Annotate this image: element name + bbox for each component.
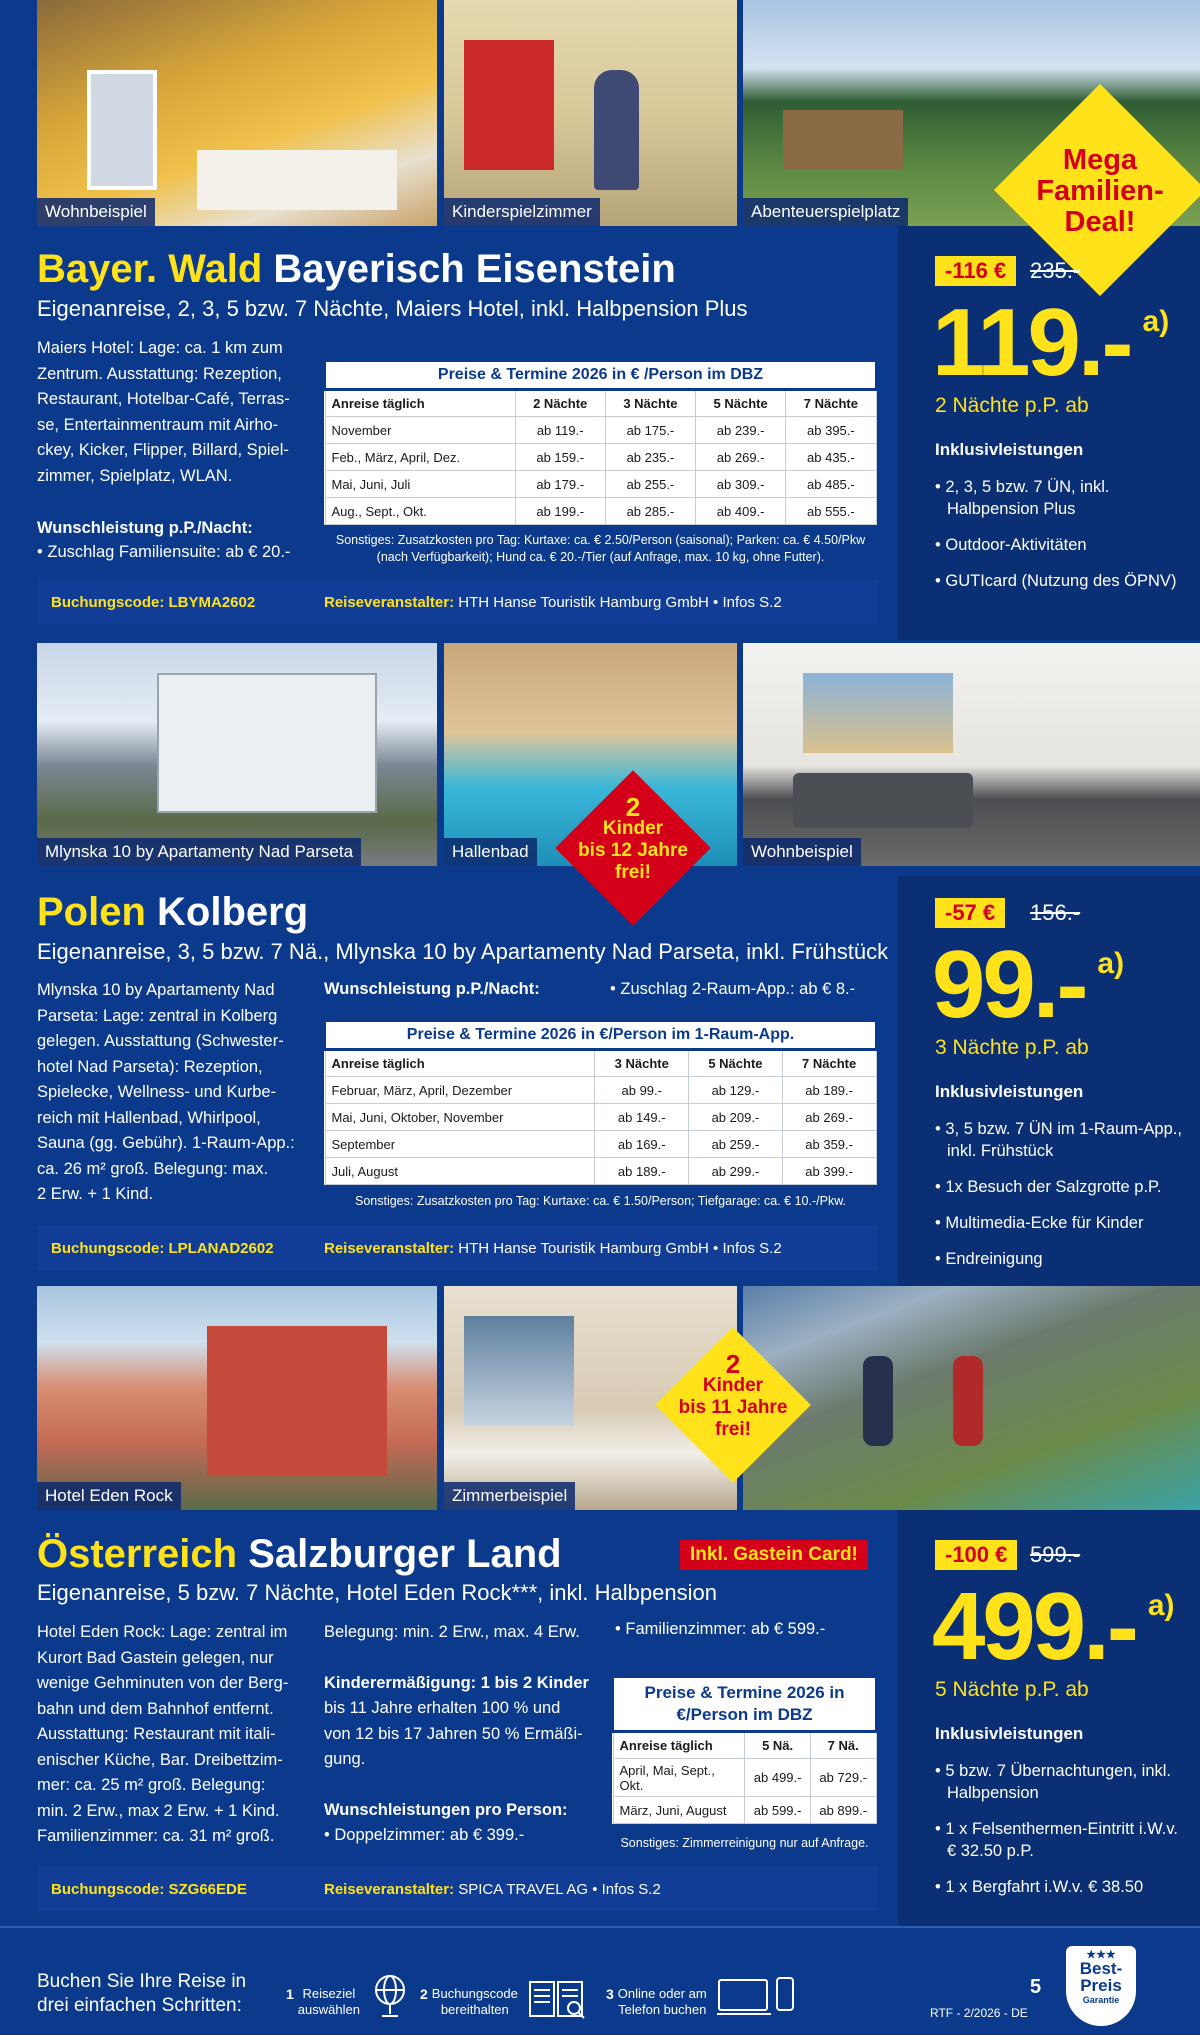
- seal-line: Garantie: [1082, 1995, 1120, 2005]
- offer2-note: Sonstiges: Zusatzkosten pro Tag: Kurtaxe: ca. € 1.50/Person; Tiefgarage: ca. € 10.-/Pkw.: [354, 1194, 846, 1208]
- footer-step-1: [286, 1986, 410, 2018]
- offer3-incl-list: [935, 1760, 1185, 1912]
- offer2-title: [37, 890, 308, 935]
- offer1-per: 2 Nächte p.P. ab: [935, 394, 1089, 417]
- offer2-booking-bar: [37, 1226, 877, 1270]
- table-row: [613, 1797, 876, 1824]
- device-icon: [717, 1974, 797, 2020]
- desc-line: ca. 26 m² groß. Belegung: max.: [37, 1159, 269, 1178]
- operator-label: Reiseveranstalter:: [324, 1880, 455, 1898]
- table-row: [325, 1131, 876, 1158]
- step-text: Online oder am: [617, 1986, 707, 2001]
- table-cell: ab 599.-: [745, 1797, 811, 1824]
- table-col-header: Anreise täglich: [325, 1050, 595, 1077]
- table-cell: ab 175.-: [605, 417, 695, 444]
- table-cell: ab 159.-: [515, 444, 605, 471]
- table-cell: ab 169.-: [595, 1131, 689, 1158]
- price-footnote: a): [1142, 305, 1170, 338]
- desc-line: Maiers Hotel: Lage: ca. 1 km zum: [37, 339, 283, 357]
- offer3-subtitle: Eigenanreise, 5 bzw. 7 Nächte, Hotel Eden Rock***, inkl. Halbpension: [37, 1580, 717, 1605]
- table-cell: Februar, März, April, Dezember: [325, 1077, 595, 1104]
- table-title: Preise & Termine 2026 in € /Person im DBZ: [325, 361, 876, 390]
- table-cell: ab 255.-: [605, 471, 695, 498]
- photo-caption: Hallenbad: [444, 838, 537, 866]
- table-cell: ab 409.-: [696, 498, 786, 525]
- offer3-per: 5 Nächte p.P. ab: [935, 1678, 1089, 1701]
- table-cell: Aug., Sept., Okt.: [325, 498, 515, 525]
- table-cell: ab 285.-: [605, 498, 695, 525]
- table-row: [325, 1158, 876, 1185]
- table-col-header: 7 Nächte: [782, 1050, 876, 1077]
- badge-line: bis 11 Jahre: [678, 1397, 788, 1418]
- desc-line: Familienzimmer: ca. 31 m² groß.: [37, 1827, 275, 1845]
- title-place: Salzburger Land: [248, 1532, 562, 1576]
- globe-icon: [370, 1972, 410, 2018]
- incl-item: • Endreinigung: [935, 1250, 1043, 1268]
- detail-line: Belegung: min. 2 Erw., max. 4 Erw.: [324, 1623, 580, 1641]
- offer2-price-table: [324, 1020, 877, 1185]
- price-footnote: a): [1147, 1589, 1175, 1622]
- photo-kids-room: [444, 0, 737, 226]
- detail-line: Wunschleistungen pro Person:: [324, 1800, 568, 1819]
- table-row: [325, 498, 876, 525]
- table-cell: ab 239.-: [696, 417, 786, 444]
- table-cell: ab 359.-: [782, 1131, 876, 1158]
- table-cell: ab 555.-: [786, 498, 876, 525]
- child-shape: [594, 70, 639, 190]
- desc-line: Ausstattung: Restaurant mit itali-: [37, 1725, 276, 1743]
- table-cell: April, Mai, Sept., Okt.: [613, 1759, 745, 1797]
- offer1-title: [37, 247, 676, 292]
- table-col-header: 5 Nä.: [745, 1732, 811, 1759]
- price-value: 99.-: [932, 931, 1086, 1038]
- desc-line: Restaurant, Hotelbar-Café, Terras-: [37, 390, 290, 408]
- offer3-details: [324, 1620, 594, 1849]
- desc-line: mer: ca. 25 m² groß. Belegung:: [37, 1776, 266, 1794]
- photo-caption: Hotel Eden Rock: [37, 1482, 181, 1510]
- hiker-shape: [953, 1356, 983, 1446]
- offer2-wish-item: • Zuschlag 2-Raum-App.: ab € 8.-: [610, 980, 856, 998]
- offer3-family-room: • Familienzimmer: ab € 599.-: [615, 1620, 826, 1638]
- table-cell: ab 209.-: [689, 1104, 783, 1131]
- table-col-header: 3 Nächte: [605, 390, 695, 417]
- footer-intro: [37, 1970, 246, 2018]
- desc-line: se, Entertainmentraum mit Airho-: [37, 415, 279, 434]
- badge-line: frei!: [615, 862, 651, 883]
- step-number: 3: [606, 1986, 614, 2002]
- table-cell: ab 99.-: [595, 1077, 689, 1104]
- building-shape: [157, 673, 377, 813]
- seal-line: Preis: [1080, 1976, 1122, 1995]
- offer2-subtitle: Eigenanreise, 3, 5 bzw. 7 Nä., Mlynska 10 by Apartamenty Nad Parseta, inkl. Frühstück: [37, 939, 889, 964]
- catalog-icon: [528, 1976, 588, 2022]
- game-board-shape: [464, 40, 554, 170]
- price-value: 119.-: [932, 289, 1131, 396]
- incl-item: • 1 x Bergfahrt i.W.v. € 38.50: [935, 1878, 1144, 1896]
- table-cell: ab 499.-: [745, 1759, 811, 1797]
- seal-stars-icon: ★★★: [1086, 1949, 1116, 1961]
- spacer: [324, 1646, 594, 1671]
- offer2-description: [37, 978, 307, 1208]
- table-cell: ab 435.-: [786, 444, 876, 471]
- offer3-booking-bar: [37, 1867, 877, 1911]
- table-cell: Feb., März, April, Dez.: [325, 444, 515, 471]
- table-col-header: 7 Nä.: [810, 1732, 876, 1759]
- step-number: 2: [420, 1986, 428, 2002]
- table-cell: ab 199.-: [515, 498, 605, 525]
- offer3-price: [932, 1572, 1175, 1682]
- incl-item: • 1 x Felsenthermen-Eintritt i.W.v. € 32.50 p.P.: [935, 1820, 1178, 1860]
- table-cell: September: [325, 1131, 595, 1158]
- badge-line: Kinder: [702, 1375, 764, 1396]
- table-row: [325, 471, 876, 498]
- table-cell: Mai, Juni, Juli: [325, 471, 515, 498]
- table-cell: ab 129.-: [689, 1077, 783, 1104]
- detail-line: Kinderermäßigung: 1 bis 2 Kinder: [324, 1673, 589, 1692]
- offer1-wish-title: Wunschleistung p.P./Nacht:: [37, 519, 253, 537]
- best-price-seal: [1066, 1946, 1136, 2026]
- desc-line: zimmer, Spielplatz, WLAN.: [37, 466, 233, 485]
- offer1-incl-list: [935, 476, 1185, 606]
- table-row: [325, 1104, 876, 1131]
- table-cell: ab 269.-: [696, 444, 786, 471]
- table-cell: ab 399.-: [782, 1158, 876, 1185]
- page-number: 5: [1030, 1976, 1042, 1998]
- booking-code: Buchungscode: LPLANAD2602: [51, 1239, 274, 1257]
- detail-line: gung.: [324, 1750, 366, 1768]
- table-col-header: Anreise täglich: [613, 1732, 745, 1759]
- photo-building: [37, 643, 437, 866]
- photo-caption: Wohnbeispiel: [743, 838, 861, 866]
- title-place: Bayerisch Eisenstein: [273, 247, 676, 291]
- incl-item: • 2, 3, 5 bzw. 7 ÜN, inkl. Halbpension Plus: [935, 478, 1110, 518]
- title-region: Bayer. Wald: [37, 247, 263, 291]
- step-text: bereithalten: [440, 2002, 509, 2017]
- table-col-header: 5 Nächte: [689, 1050, 783, 1077]
- offer3-price-table: [612, 1676, 877, 1824]
- footer-intro-line: drei einfachen Schritten:: [37, 1995, 242, 2016]
- photo-caption: Zimmerbeispiel: [444, 1482, 575, 1510]
- table-cell: ab 189.-: [595, 1158, 689, 1185]
- desc-line: ckey, Kicker, Flipper, Billard, Spiel-: [37, 441, 289, 459]
- hiker-shape: [863, 1356, 893, 1446]
- offer1-description: [37, 336, 307, 489]
- offer1-note: Sonstiges: Zusatzkosten pro Tag: Kurtaxe: ca. € 2.50/Person (saisonal); Parken: ca. € 4.50/Pkw (nach Verfügbarkeit); Hund ca. € 20.-/Tier (auf Anfrage, max. 10 kg, ohne Futter).: [335, 533, 866, 564]
- footer: [0, 1926, 1200, 2035]
- badge-line: bis 12 Jahre: [578, 840, 688, 861]
- incl-item: • GUTIcard (Nutzung des ÖPNV): [935, 572, 1177, 590]
- incl-item: • 3, 5 bzw. 7 ÜN im 1-Raum-App., inkl. Frühstück: [935, 1120, 1182, 1160]
- table-cell: ab 299.-: [689, 1158, 783, 1185]
- incl-item: • Outdoor-Aktivitäten: [935, 536, 1087, 554]
- spacer: [324, 1773, 594, 1798]
- table-cell: ab 309.-: [696, 471, 786, 498]
- table-row: [325, 444, 876, 471]
- operator-label: Reiseveranstalter:: [324, 1239, 455, 1257]
- offer3-discount: -100 €: [935, 1540, 1017, 1570]
- kids-badge: [560, 792, 706, 884]
- offer1-price-table: [324, 360, 877, 525]
- detail-line: von 12 bis 17 Jahren 50 % Ermäßi-: [324, 1724, 583, 1743]
- offer3-old-price: 599.-: [1030, 1542, 1081, 1567]
- badge-line: Deal!: [1064, 206, 1136, 238]
- table-col-header: Anreise täglich: [325, 390, 515, 417]
- price-value: 499.-: [932, 1573, 1136, 1680]
- offer2-price: [932, 930, 1124, 1040]
- table-cell: ab 179.-: [515, 471, 605, 498]
- offer1-incl-title: Inklusivleistungen: [935, 440, 1084, 459]
- desc-line: bahn und dem Bahnhof entfernt.: [37, 1699, 274, 1718]
- table-col-header: 2 Nächte: [515, 390, 605, 417]
- offer3-note: Sonstiges: Zimmerreinigung nur auf Anfrage.: [620, 1836, 869, 1850]
- incl-item: • 1x Besuch der Salzgrotte p.P.: [935, 1178, 1162, 1196]
- table-cell: März, Juni, August: [613, 1797, 745, 1824]
- wall-picture-shape: [464, 1316, 574, 1426]
- desc-line: 2 Erw. + 1 Kind.: [37, 1185, 154, 1203]
- kids-badge: [660, 1349, 806, 1441]
- table-row: [613, 1759, 876, 1797]
- hotel-building-shape: [207, 1326, 387, 1476]
- step-text: Buchungscode: [431, 1986, 518, 2001]
- footer-step-2: [420, 1986, 588, 2022]
- booking-code: Buchungscode: SZG66EDE: [51, 1880, 247, 1898]
- desc-line: Spielecke, Wellness- und Kurbe-: [37, 1083, 277, 1101]
- sofa-shape: [793, 773, 973, 828]
- photo-hotel: [37, 1286, 437, 1510]
- table-row: [325, 1077, 876, 1104]
- badge-line: Mega: [1062, 144, 1138, 176]
- table-title: Preise & Termine 2026 in €/Person im DBZ: [613, 1677, 876, 1732]
- wall-picture-shape: [803, 673, 953, 753]
- seal-line: Best-: [1079, 1959, 1123, 1978]
- table-col-header: 7 Nächte: [786, 390, 876, 417]
- table-cell: ab 485.-: [786, 471, 876, 498]
- table-cell: Mai, Juni, Oktober, November: [325, 1104, 595, 1131]
- desc-line: Hotel Eden Rock: Lage: zentral im: [37, 1623, 288, 1641]
- operator-name: HTH Hanse Touristik Hamburg GmbH • Infos S.2: [458, 593, 782, 611]
- photo-room: [37, 0, 437, 226]
- table-cell: ab 259.-: [689, 1131, 783, 1158]
- footer-step-3: [606, 1986, 797, 2020]
- title-place: Kolberg: [157, 890, 309, 934]
- badge-line: frei!: [715, 1419, 751, 1440]
- offer2-wish-title: Wunschleistung p.P./Nacht:: [324, 980, 540, 998]
- offer1-price: [932, 288, 1169, 398]
- desc-line: Parseta: Lage: zentral in Kolberg: [37, 1006, 278, 1025]
- badge-line: Kinder: [602, 818, 664, 839]
- desc-line: reich mit Hallenbad, Whirlpool,: [37, 1108, 261, 1127]
- photo-living-room: [743, 643, 1200, 866]
- table-title: Preise & Termine 2026 in €/Person im 1-Raum-App.: [325, 1021, 876, 1050]
- incl-item: • Multimedia-Ecke für Kinder: [935, 1214, 1144, 1232]
- offer2-per: 3 Nächte p.P. ab: [935, 1036, 1089, 1059]
- desc-line: Kurort Bad Gastein gelegen, nur: [37, 1648, 274, 1667]
- table-cell: ab 269.-: [782, 1104, 876, 1131]
- photo-hikers: [743, 1286, 1200, 1510]
- play-structure-shape: [783, 110, 903, 170]
- offer3-incl-title: Inklusivleistungen: [935, 1724, 1084, 1743]
- table-col-header: 3 Nächte: [595, 1050, 689, 1077]
- table-cell: November: [325, 417, 515, 444]
- table-cell: ab 395.-: [786, 417, 876, 444]
- gastein-card-badge: Inkl. Gastein Card!: [680, 1540, 868, 1570]
- title-region: Polen: [37, 890, 146, 934]
- step-text: Telefon buchen: [618, 2002, 707, 2017]
- step-text: auswählen: [297, 2002, 360, 2017]
- badge-line: Familien-: [1036, 175, 1164, 207]
- table-cell: ab 189.-: [782, 1077, 876, 1104]
- table-cell: Juli, August: [325, 1158, 595, 1185]
- desc-line: min. 2 Erw., max 2 Erw. + 1 Kind.: [37, 1801, 280, 1820]
- offer3-title: [37, 1532, 562, 1577]
- table-cell: ab 899.-: [810, 1797, 876, 1824]
- desc-line: Sauna (gg. Gebühr). 1-Raum-App.:: [37, 1134, 295, 1152]
- price-footnote: a): [1097, 947, 1125, 980]
- mega-deal-badge: [1010, 145, 1190, 238]
- table-row: [325, 417, 876, 444]
- photo-caption: Mlynska 10 by Apartamenty Nad Parseta: [37, 838, 361, 866]
- offer1-wish-item: • Zuschlag Familiensuite: ab € 20.-: [37, 543, 291, 561]
- operator-name: SPICA TRAVEL AG • Infos S.2: [458, 1880, 661, 1898]
- photo-caption: Kinderspielzimmer: [444, 198, 600, 226]
- table-cell: ab 149.-: [595, 1104, 689, 1131]
- offer2-incl-list: [935, 1118, 1185, 1284]
- operator-name: HTH Hanse Touristik Hamburg GmbH • Infos S.2: [458, 1239, 782, 1257]
- table-cell: ab 235.-: [605, 444, 695, 471]
- operator-label: Reiseveranstalter:: [324, 593, 455, 611]
- booking-code: Buchungscode: LBYMA2602: [51, 593, 256, 611]
- badge-line: 2: [625, 792, 641, 822]
- table-col-header: 5 Nächte: [696, 390, 786, 417]
- offer1-booking-bar: [37, 580, 877, 624]
- detail-line: • Doppelzimmer: ab € 399.-: [324, 1826, 525, 1844]
- desc-line: wenige Gehminuten von der Berg-: [37, 1674, 289, 1692]
- table-cell: ab 729.-: [810, 1759, 876, 1797]
- step-number: 1: [286, 1986, 294, 2002]
- offer2-discount: -57 €: [935, 898, 1005, 928]
- desc-line: Mlynska 10 by Apartamenty Nad: [37, 981, 275, 999]
- photo-caption: Abenteuerspielplatz: [743, 198, 908, 226]
- badge-line: 2: [725, 1349, 741, 1379]
- offer2-old-price: 156.-: [1030, 900, 1081, 925]
- desc-line: enischer Küche, Bar. Dreibettzim-: [37, 1750, 283, 1769]
- photo-caption: Wohnbeispiel: [37, 198, 155, 226]
- desc-line: gelegen. Ausstattung (Schwester-: [37, 1032, 284, 1050]
- desc-line: Zentrum. Ausstattung: Rezeption,: [37, 364, 282, 383]
- offer1-subtitle: Eigenanreise, 2, 3, 5 bzw. 7 Nächte, Maiers Hotel, inkl. Halbpension Plus: [37, 296, 748, 321]
- title-region: Österreich: [37, 1532, 238, 1576]
- offer1-discount: -116 €: [935, 256, 1016, 286]
- table-cell: ab 119.-: [515, 417, 605, 444]
- step-text: Reiseziel: [302, 1986, 356, 2001]
- window-shape: [87, 70, 157, 190]
- footer-intro-line: Buchen Sie Ihre Reise in: [37, 1971, 247, 1992]
- incl-item: • 5 bzw. 7 Übernachtungen, inkl. Halbpension: [935, 1762, 1172, 1802]
- offer2-incl-title: Inklusivleistungen: [935, 1082, 1084, 1101]
- desc-line: hotel Nad Parseta): Rezeption,: [37, 1057, 263, 1076]
- offer1-old-price: 235.-: [1030, 258, 1081, 283]
- offer3-description: [37, 1620, 307, 1850]
- detail-line: bis 11 Jahre erhalten 100 % und: [324, 1699, 561, 1717]
- bed-shape: [197, 150, 397, 210]
- issue-label: RTF - 2/2026 - DE: [930, 2006, 1028, 2020]
